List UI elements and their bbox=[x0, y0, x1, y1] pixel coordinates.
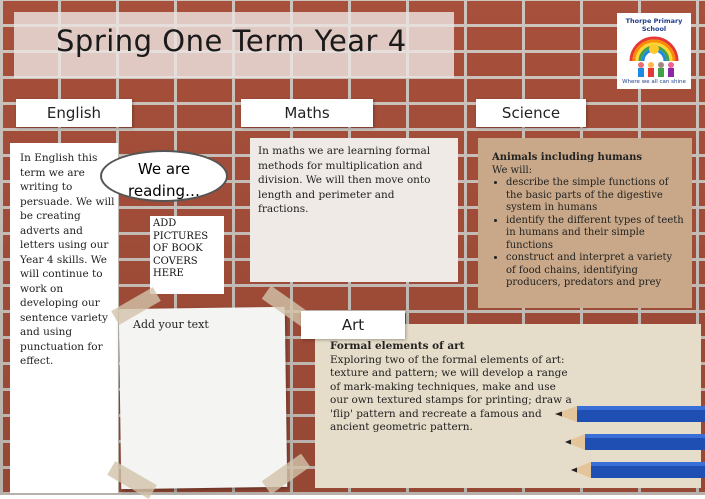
page-title: Spring One Term Year 4 bbox=[56, 24, 407, 58]
logo-school-name: Thorpe Primary School bbox=[625, 17, 683, 33]
bubble-line-1: We are bbox=[137, 160, 191, 178]
art-body: Exploring two of the formal elements of art: texture and pattern; we will develop a range of mark-making techniques, make and use our own textured stamps for printing; draw a 'flip' pattern and recreate a famous and ancient geometric pattern. bbox=[330, 353, 572, 433]
science-list bbox=[492, 177, 684, 290]
art-heading: Art bbox=[301, 311, 405, 339]
science-heading: Science bbox=[476, 99, 586, 127]
science-content bbox=[492, 152, 684, 290]
logo-motto: Where we all can shine bbox=[622, 79, 686, 85]
school-logo bbox=[617, 13, 691, 89]
rainbow-icon bbox=[617, 21, 691, 81]
bubble-line-2: reading… bbox=[128, 182, 200, 200]
paper-note bbox=[119, 307, 287, 489]
list-item: • construct and interpret a variety of food chains, identifying producers, predators and prey bbox=[506, 252, 684, 290]
book-covers-placeholder: ADD PICTURES OF BOOK COVERS HERE bbox=[150, 216, 224, 294]
art-content bbox=[330, 340, 575, 435]
science-subheading: Animals including humans bbox=[492, 152, 643, 163]
list-item: • describe the simple functions of the basic parts of the digestive system in humans bbox=[506, 177, 684, 215]
science-intro: We will: bbox=[492, 164, 533, 176]
english-body: In English this term we are writing to persuade. We will be creating adverts and letters using our Year 4 skills. We will continue to work on developing our sentence variety and using punctuation for effect. bbox=[20, 152, 115, 367]
add-text-placeholder: Add your text bbox=[133, 318, 209, 331]
pencils-icon bbox=[555, 392, 705, 492]
maths-body: In maths we are learning formal methods for multiplication and division. We will then move onto length and perimeter and fractions. bbox=[258, 145, 431, 215]
list-item: • identify the different types of teeth in humans and their simple functions bbox=[506, 215, 684, 253]
art-subheading: Formal elements of art bbox=[330, 340, 465, 352]
english-heading: English bbox=[16, 99, 132, 127]
reading-speech-bubble bbox=[100, 150, 228, 202]
maths-heading: Maths bbox=[241, 99, 373, 127]
